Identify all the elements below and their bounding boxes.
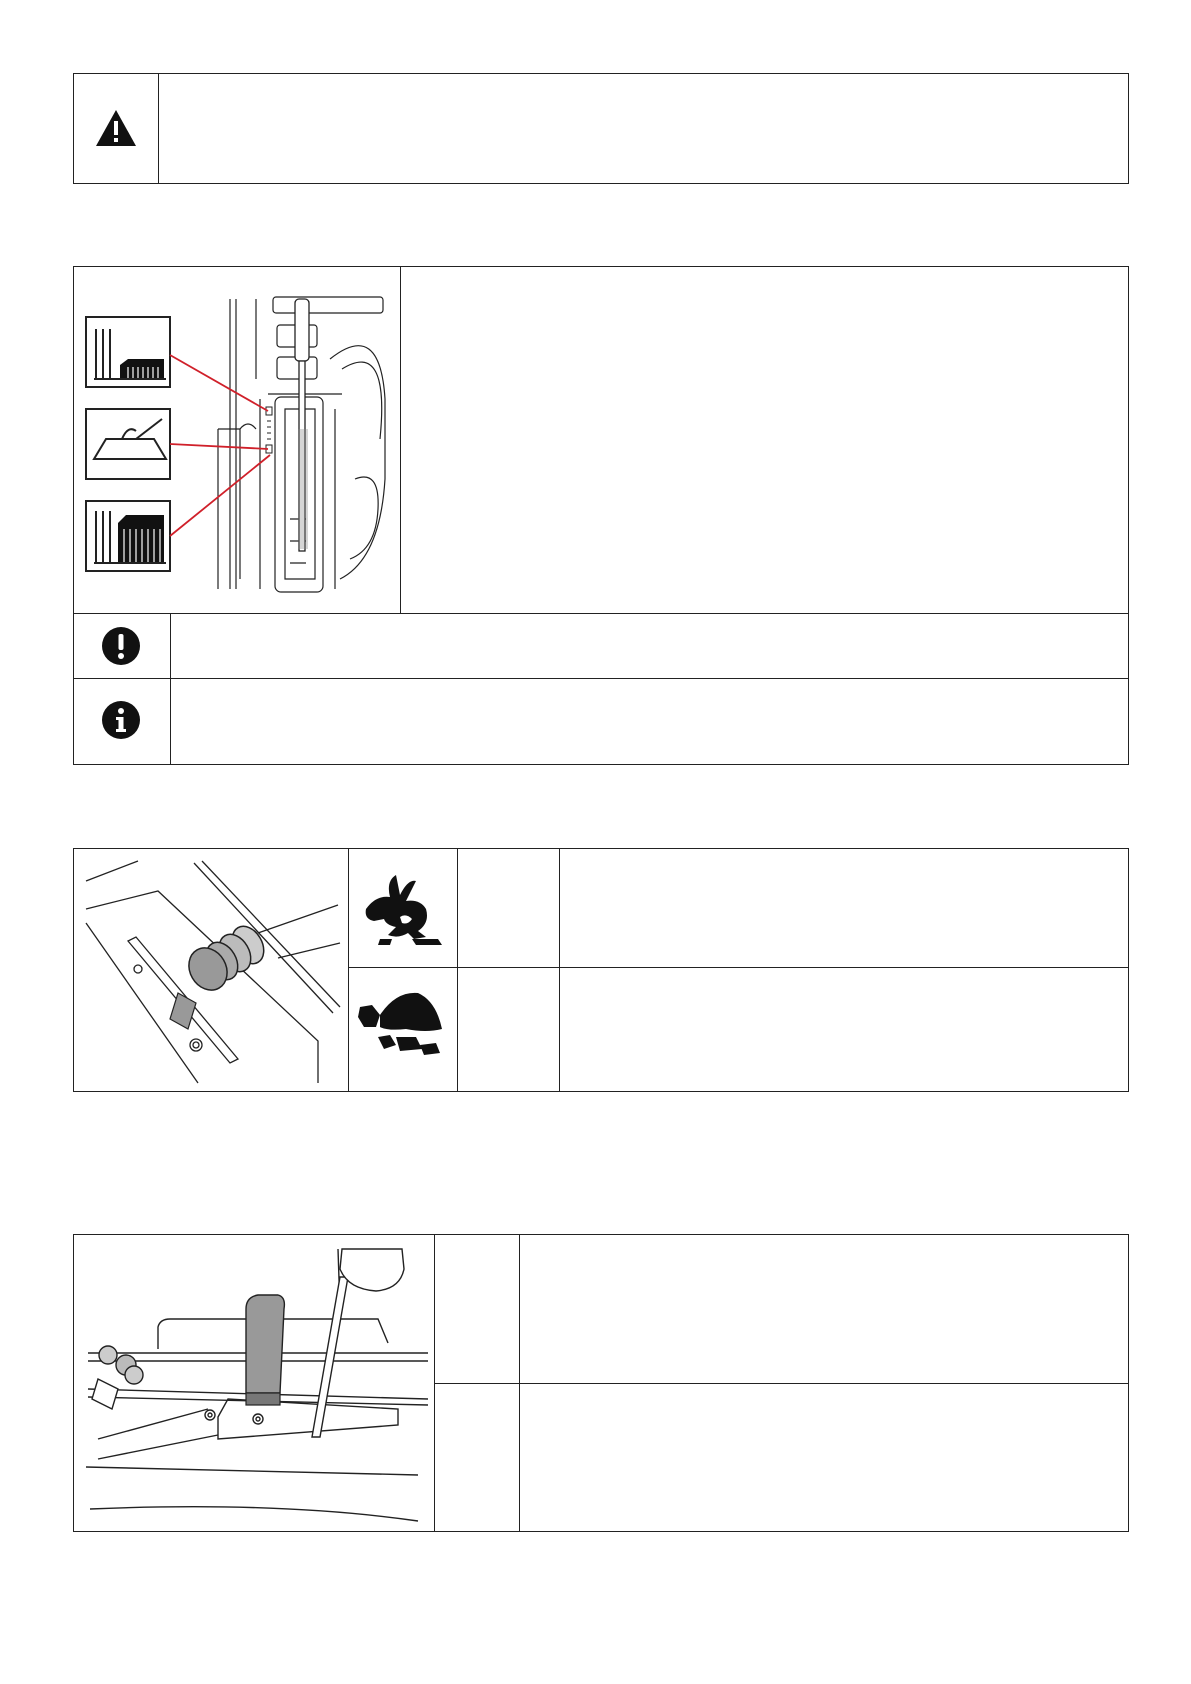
turtle-icon <box>356 985 452 1065</box>
throttle-lever-illustration <box>78 853 344 1089</box>
height-lever-box <box>73 266 1129 765</box>
indicator-lines <box>170 355 270 536</box>
warning-box <box>73 73 1129 184</box>
brake-lever-illustration <box>78 1239 432 1529</box>
speed-control-box <box>73 848 1129 1092</box>
lever-position-icon <box>86 409 170 479</box>
height-lever-figure <box>80 279 396 599</box>
high-cut-height-icon <box>86 317 170 387</box>
low-cut-height-icon <box>86 501 170 571</box>
rabbit-icon <box>356 869 452 949</box>
info-circle-icon <box>101 700 141 740</box>
exclamation-circle-icon <box>101 626 141 666</box>
brake-lever-box <box>73 1234 1129 1532</box>
warning-triangle-icon <box>94 108 138 148</box>
